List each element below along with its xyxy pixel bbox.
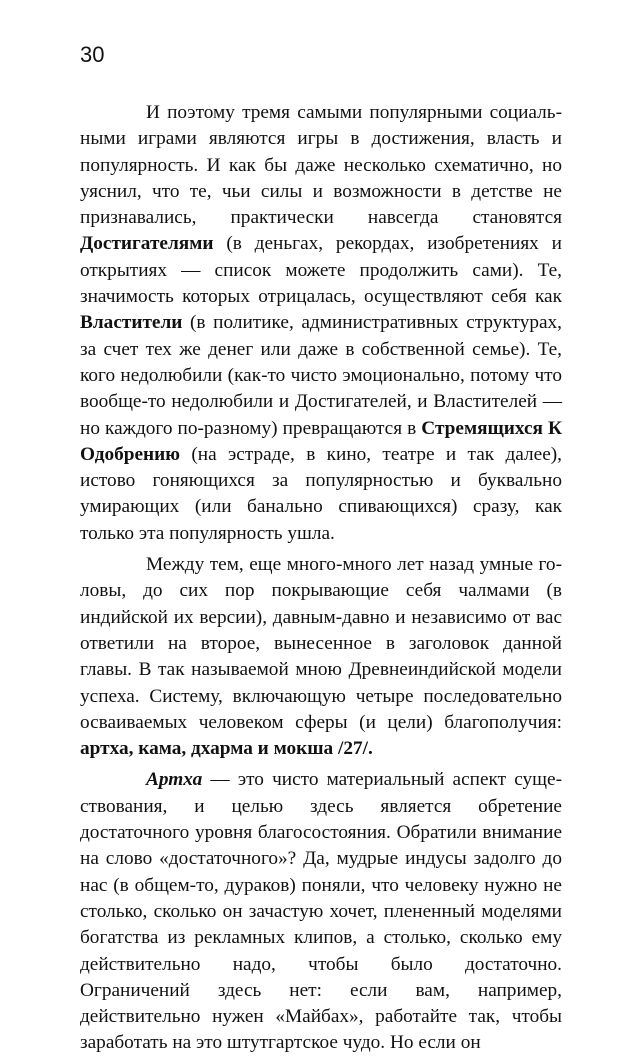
term-vlastiteli: Властители — [80, 312, 183, 334]
text-run: (на эстраде, в кино, театре и так далее), истово гоняющихся за популярностью и буквально умирающих (или банально спивающихся) сразу, как только эта популярность ушла. — [80, 443, 562, 544]
text-run: — это чисто материальный аспект существования, и целью здесь является обретение достаточного уровня благосостояния. Обратили внимание на слово «достаточного»? Да, мудрые индусы задолго до нас (в общем-то, дураков) поняли, что человеку нужно не столько, сколько он зачастую хочет, плененный моделями богатства из рекламных клипов, а столько, сколько ему действительно надо, чтобы было достаточно. Ограничений здесь нет: если вам, например, действительно нужен «Майбах», работайте так, чтобы заработать на это штутгартское чудо. Но если он — [80, 769, 562, 1054]
page-number: 30 — [80, 42, 105, 67]
term-artha-italic: Артха — [146, 769, 203, 791]
term-artha — [146, 769, 202, 790]
paragraph-2 — [80, 552, 562, 762]
paragraph-1 — [80, 100, 562, 547]
text-run: И поэтому тремя самыми популярными социальными играми являются игры в достижения, власть и популярность. И как бы даже несколько схематично, но уяснил, что те, чьи силы и возможности в детстве не признавались, практически навсегда становятся — [80, 102, 562, 229]
text-run: Между тем, еще много-много лет назад умные головы, до сих пор покрывающие себя чалмами (в индийской их версии), давным-давно и независимо от вас ответили на второе, вынесенное в заголовок данной главы. В так называемой мною Древнеиндийской модели успеха. Систему, включающую четыре последовательно осваиваемых человеком сферы (и цели) благополучия: — [80, 554, 562, 733]
term-spheres-list: артха, кама, дхарма и мокша /27/. — [80, 738, 373, 760]
paragraph-3 — [80, 767, 562, 1056]
term-stremyashchiesya: Стремящихся К Одобрению — [80, 417, 562, 465]
body-text — [80, 100, 562, 1057]
text-run: (в деньгах, рекордах, изобретениях и открытиях — список можете продолжить сами). Те, значимость которых отрицалась, осуществляют себя как — [80, 233, 562, 308]
text-run: (в политике, административных структурах, за счет тех же денег или даже в собственной семье). Те, кого недолюбили (как-то чисто эмоционально, потому что вообще-то недолюбили и Достигателей, и Властителей — но каждого по-разному) превращаются в — [80, 312, 562, 439]
term-dostigateli: Достигателями — [80, 233, 214, 255]
